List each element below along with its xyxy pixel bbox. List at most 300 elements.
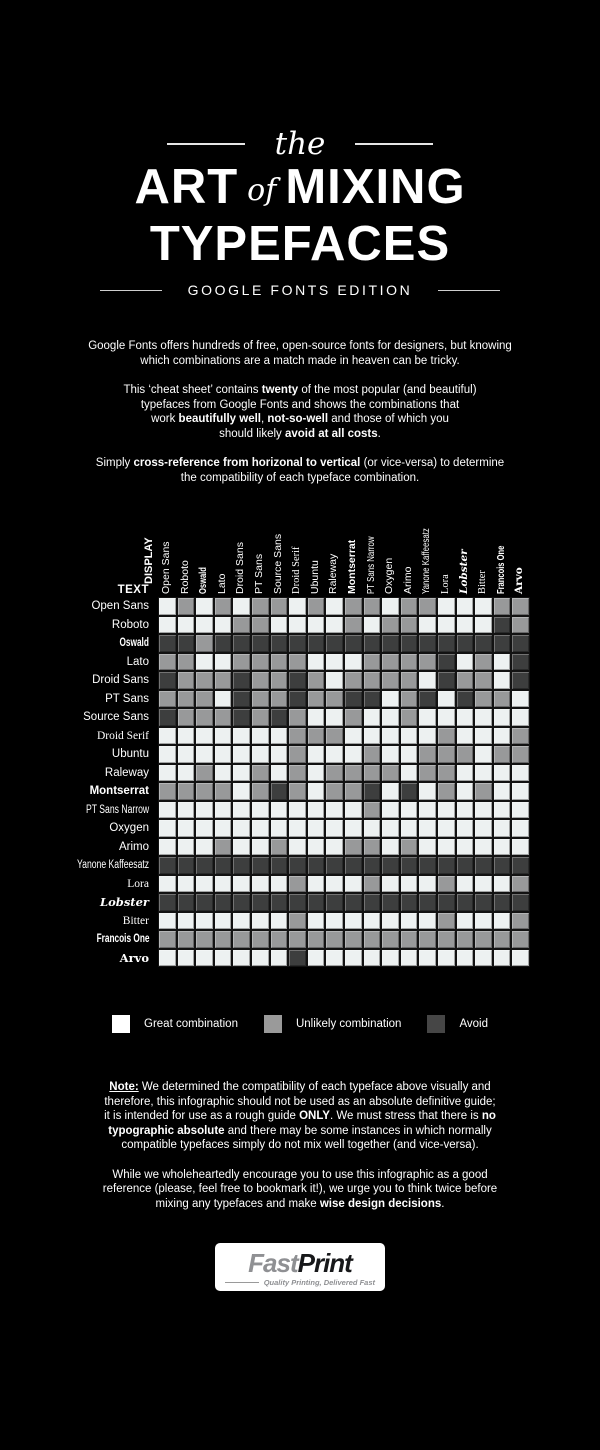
column-header — [456, 500, 475, 597]
note-paragraph-1: Note: We determined the compatibility of each typeface above visually and therefore, this infographic should not be used as an absolute definitive guide; it is intended for use as a rough guide ONLY. We must stress that there is no typographic absolute and there may be some instances in which normally compatible typefaces simply do not mix well together (and vice-versa). — [104, 1081, 496, 1151]
column-header-label: Droid Sans — [234, 542, 247, 594]
matrix-cell — [177, 782, 196, 801]
matrix-cell — [363, 930, 382, 949]
matrix-cell — [344, 653, 363, 672]
matrix-cell — [400, 801, 419, 820]
matrix-cell — [418, 930, 437, 949]
matrix-cell — [344, 690, 363, 709]
matrix-cell — [381, 597, 400, 616]
matrix-cell — [232, 949, 251, 968]
matrix-cell — [418, 856, 437, 875]
matrix-cell — [195, 634, 214, 653]
matrix-cell — [344, 708, 363, 727]
matrix-cell — [251, 930, 270, 949]
row-label-text: PT Sans — [105, 692, 149, 705]
matrix-cell — [474, 653, 493, 672]
matrix-cell — [493, 912, 512, 931]
matrix-cell — [214, 653, 233, 672]
matrix-cell — [177, 949, 196, 968]
row-label — [8, 690, 158, 709]
matrix-cell — [474, 930, 493, 949]
matrix-cell — [493, 616, 512, 635]
matrix-cell — [493, 634, 512, 653]
matrix-cell — [381, 653, 400, 672]
matrix-cell — [195, 912, 214, 931]
matrix-cell — [288, 856, 307, 875]
matrix-cell — [363, 708, 382, 727]
column-header — [288, 500, 307, 597]
column-header — [325, 500, 344, 597]
matrix-cell — [456, 671, 475, 690]
matrix-cell — [474, 893, 493, 912]
matrix-cell — [251, 764, 270, 783]
matrix-cell — [307, 801, 326, 820]
matrix-cell — [270, 597, 289, 616]
matrix-cell — [195, 782, 214, 801]
matrix-cell — [214, 634, 233, 653]
matrix-cell — [363, 893, 382, 912]
matrix-cell — [325, 801, 344, 820]
column-header-label: Montserrat — [345, 539, 358, 594]
matrix-cell — [363, 912, 382, 931]
matrix-cell — [493, 708, 512, 727]
matrix-cell — [177, 893, 196, 912]
legend-label: Great combination — [144, 1018, 238, 1030]
matrix-cell — [474, 671, 493, 690]
matrix-cell — [214, 819, 233, 838]
matrix-cell — [344, 912, 363, 931]
matrix-cell — [214, 930, 233, 949]
matrix-cell — [177, 690, 196, 709]
row-label-text: Montserrat — [89, 785, 149, 798]
matrix-cell — [493, 653, 512, 672]
matrix-cell — [325, 634, 344, 653]
matrix-cell — [344, 616, 363, 635]
title-the: the — [274, 126, 326, 162]
row-label-text: Oxygen — [109, 822, 149, 835]
column-header — [474, 500, 493, 597]
title-the-row — [0, 126, 600, 162]
matrix-cell — [288, 912, 307, 931]
matrix-cell — [344, 745, 363, 764]
matrix-cell — [400, 838, 419, 857]
matrix-cell — [251, 875, 270, 894]
matrix-cell — [511, 949, 530, 968]
matrix-cell — [251, 819, 270, 838]
matrix-cell — [177, 930, 196, 949]
matrix-cell — [511, 856, 530, 875]
matrix-cell — [232, 745, 251, 764]
matrix-cell — [307, 949, 326, 968]
matrix-cell — [158, 616, 177, 635]
matrix-cell — [158, 912, 177, 931]
legend-label: Avoid — [459, 1018, 488, 1030]
matrix-cell — [288, 949, 307, 968]
column-header-label: Roboto — [178, 560, 191, 594]
matrix-cell — [418, 634, 437, 653]
matrix-cell — [270, 653, 289, 672]
column-header-label: Oxygen — [383, 557, 396, 594]
matrix-cell — [437, 782, 456, 801]
legend-label: Unlikely combination — [295, 1018, 402, 1030]
matrix-cell — [493, 819, 512, 838]
matrix-cell — [177, 764, 196, 783]
matrix-cell — [307, 819, 326, 838]
matrix-cell — [344, 949, 363, 968]
matrix-cell — [270, 875, 289, 894]
matrix-cell — [325, 949, 344, 968]
row-label — [8, 653, 158, 672]
matrix-cell — [232, 893, 251, 912]
matrix-cell — [344, 856, 363, 875]
matrix-cell — [363, 745, 382, 764]
matrix-cell — [195, 745, 214, 764]
matrix-cell — [381, 727, 400, 746]
matrix-cell — [232, 912, 251, 931]
matrix-cell — [325, 708, 344, 727]
matrix-cell — [363, 801, 382, 820]
row-label — [8, 745, 158, 764]
column-header — [344, 500, 363, 597]
matrix-cell — [288, 838, 307, 857]
matrix-cell — [363, 616, 382, 635]
matrix-cell — [456, 708, 475, 727]
matrix-cell — [195, 801, 214, 820]
matrix-cell — [251, 893, 270, 912]
matrix-cell — [251, 745, 270, 764]
matrix-cell — [381, 745, 400, 764]
matrix-cell — [363, 949, 382, 968]
matrix-cell — [251, 801, 270, 820]
matrix-cell — [270, 616, 289, 635]
matrix-cell — [363, 838, 382, 857]
matrix-cell — [511, 616, 530, 635]
matrix-cell — [381, 616, 400, 635]
matrix-cell — [177, 671, 196, 690]
matrix-cell — [400, 653, 419, 672]
matrix-cell — [493, 838, 512, 857]
matrix-cell — [456, 727, 475, 746]
notes — [48, 1080, 553, 1211]
matrix-cell — [400, 856, 419, 875]
row-label — [8, 856, 158, 875]
matrix-cell — [325, 930, 344, 949]
column-header — [251, 500, 270, 597]
intro-paragraph-2: This ‘cheat sheet’ contains twenty of the most popular (and beautiful) typefaces from Google Fonts and shows the combinations that work beautifully well, not-so-well and those of which you should likely avoid at all costs. — [123, 384, 477, 440]
matrix-cell — [400, 764, 419, 783]
matrix-cell — [307, 930, 326, 949]
matrix-cell — [325, 690, 344, 709]
matrix-cell — [195, 616, 214, 635]
matrix-cell — [344, 727, 363, 746]
matrix-corner — [8, 500, 158, 597]
matrix-cell — [325, 912, 344, 931]
matrix-cell — [418, 653, 437, 672]
matrix-cell — [381, 801, 400, 820]
column-header — [177, 500, 196, 597]
matrix-cell — [214, 838, 233, 857]
matrix-cell — [474, 875, 493, 894]
matrix-cell — [288, 801, 307, 820]
matrix-cell — [400, 893, 419, 912]
row-label — [8, 838, 158, 857]
matrix-cell — [511, 690, 530, 709]
column-header — [381, 500, 400, 597]
column-header — [437, 500, 456, 597]
row-label — [8, 819, 158, 838]
matrix-cell — [418, 912, 437, 931]
matrix-cell — [158, 745, 177, 764]
matrix-cell — [456, 856, 475, 875]
matrix-cell — [437, 727, 456, 746]
matrix-cell — [493, 764, 512, 783]
matrix-cell — [177, 708, 196, 727]
matrix-cell — [270, 764, 289, 783]
matrix-cell — [344, 875, 363, 894]
matrix-cell — [456, 782, 475, 801]
matrix-cell — [344, 597, 363, 616]
matrix-cell — [418, 597, 437, 616]
matrix-cell — [232, 597, 251, 616]
matrix-cell — [381, 856, 400, 875]
matrix-cell — [437, 597, 456, 616]
row-label-text: Lobster — [100, 895, 149, 910]
matrix-cell — [381, 912, 400, 931]
matrix-cell — [511, 912, 530, 931]
matrix-cell — [195, 838, 214, 857]
matrix-cell — [381, 764, 400, 783]
matrix-cell — [363, 819, 382, 838]
column-header — [418, 500, 437, 597]
matrix-cell — [474, 782, 493, 801]
column-header-label: Lobster — [457, 549, 470, 594]
matrix-cell — [158, 856, 177, 875]
matrix-cell — [511, 875, 530, 894]
matrix-cell — [381, 690, 400, 709]
matrix-cell — [400, 671, 419, 690]
matrix-cell — [158, 838, 177, 857]
matrix-cell — [400, 912, 419, 931]
matrix-cell — [177, 597, 196, 616]
matrix-cell — [363, 727, 382, 746]
legend-item — [264, 1015, 401, 1033]
matrix-cell — [418, 819, 437, 838]
matrix-cell — [363, 782, 382, 801]
matrix-cell — [232, 838, 251, 857]
matrix-cell — [232, 930, 251, 949]
matrix-cell — [288, 690, 307, 709]
matrix-cell — [251, 949, 270, 968]
row-label-text: Droid Sans — [92, 674, 149, 687]
matrix-cell — [325, 819, 344, 838]
matrix-cell — [456, 838, 475, 857]
matrix-cell — [288, 634, 307, 653]
matrix-cell — [307, 653, 326, 672]
row-label-text: Arimo — [118, 840, 149, 853]
matrix-cell — [381, 875, 400, 894]
matrix-cell — [195, 856, 214, 875]
matrix-cell — [344, 819, 363, 838]
legend-item — [427, 1015, 488, 1033]
column-header — [307, 500, 326, 597]
column-header-label: Lora — [439, 574, 451, 594]
matrix-cell — [437, 893, 456, 912]
matrix-cell — [511, 671, 530, 690]
matrix-cell — [363, 764, 382, 783]
row-label-text: Raleway — [104, 766, 149, 779]
row-label-text: Arvo — [119, 950, 149, 965]
matrix-cell — [158, 782, 177, 801]
decorative-line — [355, 143, 433, 145]
matrix-cell — [307, 616, 326, 635]
matrix-cell — [418, 745, 437, 764]
row-label-text: Droid Serif — [96, 729, 149, 742]
matrix-cell — [381, 930, 400, 949]
column-header — [363, 500, 382, 597]
matrix-cell — [288, 671, 307, 690]
matrix-cell — [288, 727, 307, 746]
matrix-cell — [270, 930, 289, 949]
legend-item — [112, 1015, 238, 1033]
matrix-cell — [270, 727, 289, 746]
matrix-cell — [251, 708, 270, 727]
compatibility-matrix — [8, 500, 600, 967]
column-header-label: Arimo — [401, 566, 414, 594]
matrix-cell — [214, 801, 233, 820]
row-label — [8, 616, 158, 635]
decorative-line — [100, 290, 162, 291]
matrix-cell — [511, 819, 530, 838]
matrix-cell — [474, 856, 493, 875]
matrix-cell — [288, 764, 307, 783]
matrix-cell — [437, 912, 456, 931]
matrix-cell — [214, 597, 233, 616]
matrix-cell — [307, 912, 326, 931]
matrix-cell — [456, 949, 475, 968]
matrix-cell — [232, 875, 251, 894]
matrix-cell — [418, 764, 437, 783]
matrix-cell — [158, 727, 177, 746]
matrix-cell — [437, 801, 456, 820]
matrix-cell — [418, 949, 437, 968]
matrix-cell — [288, 616, 307, 635]
matrix-cell — [381, 782, 400, 801]
row-label-text: Source Sans — [83, 711, 149, 724]
matrix-cell — [511, 708, 530, 727]
column-header — [158, 500, 177, 597]
matrix-cell — [493, 597, 512, 616]
matrix-cell — [511, 930, 530, 949]
column-header-label: Raleway — [327, 553, 340, 594]
matrix-cell — [288, 653, 307, 672]
subtitle-row — [0, 281, 600, 299]
matrix-cell — [270, 838, 289, 857]
footer — [0, 1243, 600, 1291]
matrix-cell — [214, 912, 233, 931]
matrix-cell — [344, 782, 363, 801]
title-art: ART — [134, 160, 239, 214]
matrix-cell — [177, 838, 196, 857]
matrix-cell — [437, 616, 456, 635]
matrix-cell — [418, 838, 437, 857]
matrix-cell — [418, 893, 437, 912]
matrix-cell — [437, 708, 456, 727]
matrix-cell — [195, 819, 214, 838]
column-header — [270, 500, 289, 597]
matrix-cell — [437, 819, 456, 838]
matrix-cell — [214, 875, 233, 894]
legend — [0, 1015, 600, 1033]
matrix-cell — [344, 893, 363, 912]
matrix-cell — [325, 893, 344, 912]
tagline-rule — [225, 1282, 259, 1283]
matrix-cell — [288, 819, 307, 838]
matrix-cell — [400, 708, 419, 727]
note-paragraph-2: While we wholeheartedly encourage you to use this infographic as a good reference (please, feel free to bookmark it!), we urge you to think twice before mixing any typefaces and make wise design decisions. — [102, 1168, 498, 1210]
matrix-cell — [232, 634, 251, 653]
row-label-text: Open Sans — [91, 600, 149, 613]
matrix-cell — [158, 634, 177, 653]
matrix-cell — [400, 875, 419, 894]
matrix-cell — [232, 616, 251, 635]
matrix-cell — [158, 949, 177, 968]
matrix-cell — [288, 745, 307, 764]
matrix-cell — [511, 727, 530, 746]
matrix-cell — [493, 801, 512, 820]
matrix-cell — [474, 819, 493, 838]
matrix-cell — [400, 819, 419, 838]
matrix-cell — [363, 856, 382, 875]
matrix-cell — [270, 745, 289, 764]
matrix-cell — [400, 634, 419, 653]
row-label-text: Oswald — [119, 637, 149, 650]
matrix-cell — [456, 801, 475, 820]
logo-tagline-row — [225, 1278, 375, 1287]
row-label-text: Lora — [127, 877, 149, 890]
matrix-cell — [158, 708, 177, 727]
matrix-cell — [177, 616, 196, 635]
matrix-cell — [195, 671, 214, 690]
row-label — [8, 949, 158, 968]
row-label — [8, 782, 158, 801]
matrix-cell — [456, 616, 475, 635]
matrix-cell — [474, 597, 493, 616]
logo-print: Print — [297, 1247, 352, 1278]
matrix-cell — [251, 653, 270, 672]
matrix-cell — [474, 912, 493, 931]
column-header-label: Open Sans — [160, 541, 172, 594]
matrix-cell — [307, 893, 326, 912]
matrix-cell — [232, 801, 251, 820]
row-label — [8, 912, 158, 931]
matrix-cell — [270, 893, 289, 912]
matrix-cell — [493, 856, 512, 875]
row-label-text: Roboto — [111, 618, 149, 631]
matrix-cell — [325, 875, 344, 894]
matrix-cell — [325, 616, 344, 635]
row-label-text: Francois One — [96, 933, 149, 946]
matrix-cell — [251, 856, 270, 875]
matrix-cell — [158, 597, 177, 616]
matrix-cell — [214, 671, 233, 690]
column-header-label: Droid Serif — [291, 546, 303, 594]
matrix-cell — [493, 690, 512, 709]
row-label — [8, 893, 158, 912]
row-label — [8, 597, 158, 616]
matrix-cell — [195, 875, 214, 894]
matrix-cell — [214, 764, 233, 783]
matrix-cell — [232, 819, 251, 838]
